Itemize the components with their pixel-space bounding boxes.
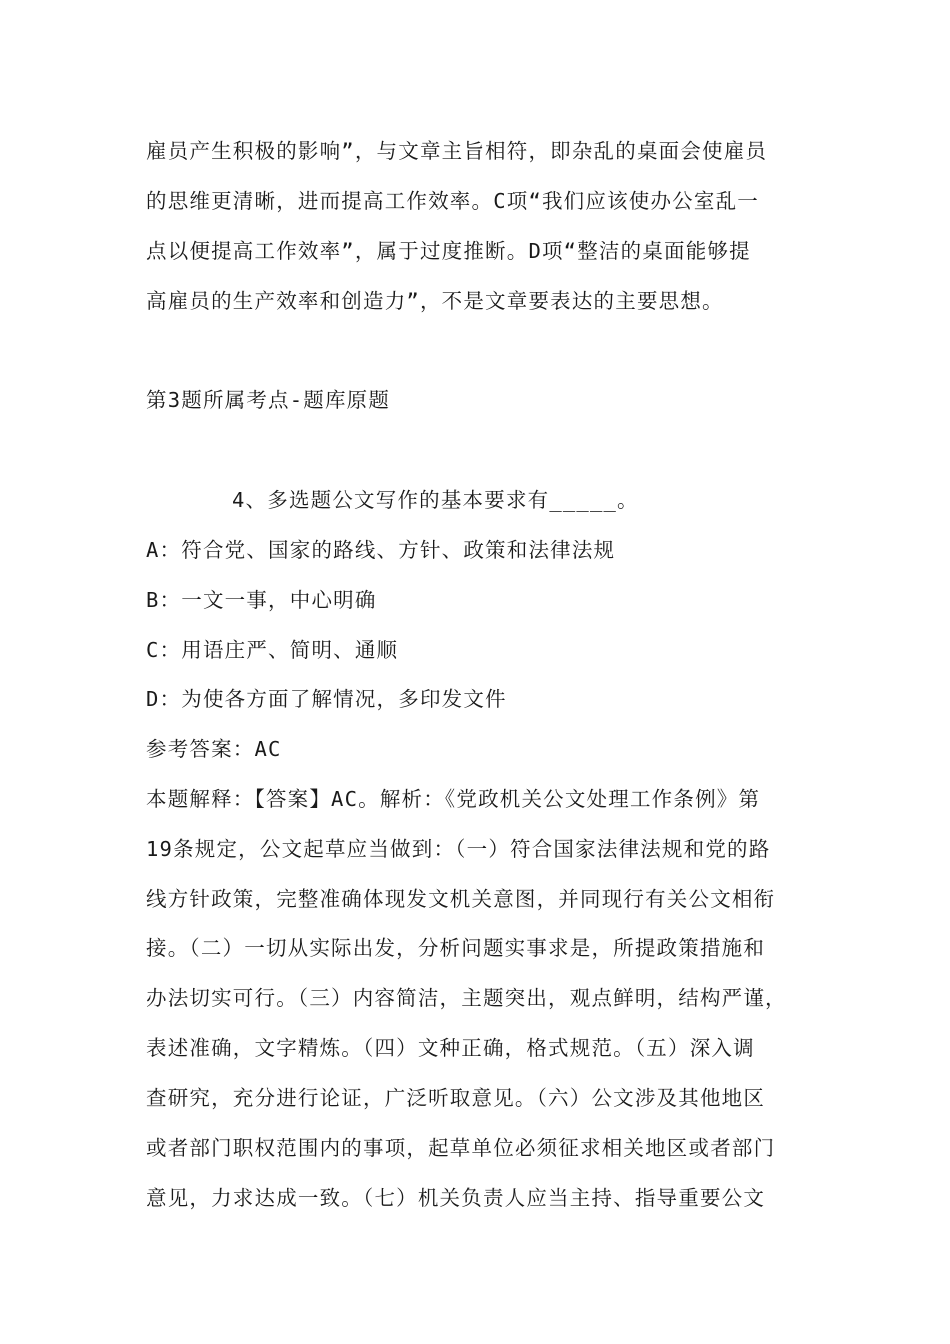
option-c: C：用语庄严、简明、通顺 [146, 638, 399, 662]
option-b: B：一文一事，中心明确 [146, 588, 377, 612]
explanation-line-2: 19条规定，公文起草应当做到：（一）符合国家法律法规和党的路 [146, 837, 771, 861]
q3-source-label: 第3题所属考点-题库原题 [146, 388, 391, 412]
prev-explanation-line-4: 高雇员的生产效率和创造力”，不是文章要表达的主要思想。 [146, 289, 724, 313]
explanation-line-5: 办法切实可行。（三）内容简洁，主题突出，观点鲜明，结构严谨， [146, 986, 787, 1010]
option-d: D：为使各方面了解情况，多印发文件 [146, 687, 507, 711]
explanation-line-9: 意见，力求达成一致。（七）机关负责人应当主持、指导重要公文 [146, 1186, 766, 1210]
explanation-line-3: 线方针政策，完整准确体现发文机关意图，并同现行有关公文相衔 [146, 887, 776, 911]
prev-explanation-line-1: 雇员产生积极的影响”，与文章主旨相符，即杂乱的桌面会使雇员 [146, 139, 768, 163]
prev-explanation-line-2: 的思维更清晰，进而提高工作效率。C项“我们应该使办公室乱一 [146, 189, 759, 213]
prev-explanation-line-3: 点以便提高工作效率”，属于过度推断。D项“整洁的桌面能够提 [146, 239, 751, 263]
explanation-line-4: 接。（二）一切从实际出发，分析问题实事求是，所提政策措施和 [146, 936, 766, 960]
question-4-stem: 4、多选题公文写作的基本要求有_____。 [232, 488, 639, 512]
explanation-line-8: 或者部门职权范围内的事项，起草单位必须征求相关地区或者部门 [146, 1136, 776, 1160]
explanation-line-1: 本题解释：【答案】AC。解析：《党政机关公文处理工作条例》第 [146, 787, 761, 811]
explanation-line-7: 查研究，充分进行论证，广泛听取意见。（六）公文涉及其他地区 [146, 1086, 766, 1110]
reference-answer: 参考答案：AC [146, 737, 282, 761]
option-a: A：符合党、国家的路线、方针、政策和法律法规 [146, 538, 616, 562]
explanation-line-6: 表述准确，文字精炼。（四）文种正确，格式规范。（五）深入调 [146, 1036, 755, 1060]
